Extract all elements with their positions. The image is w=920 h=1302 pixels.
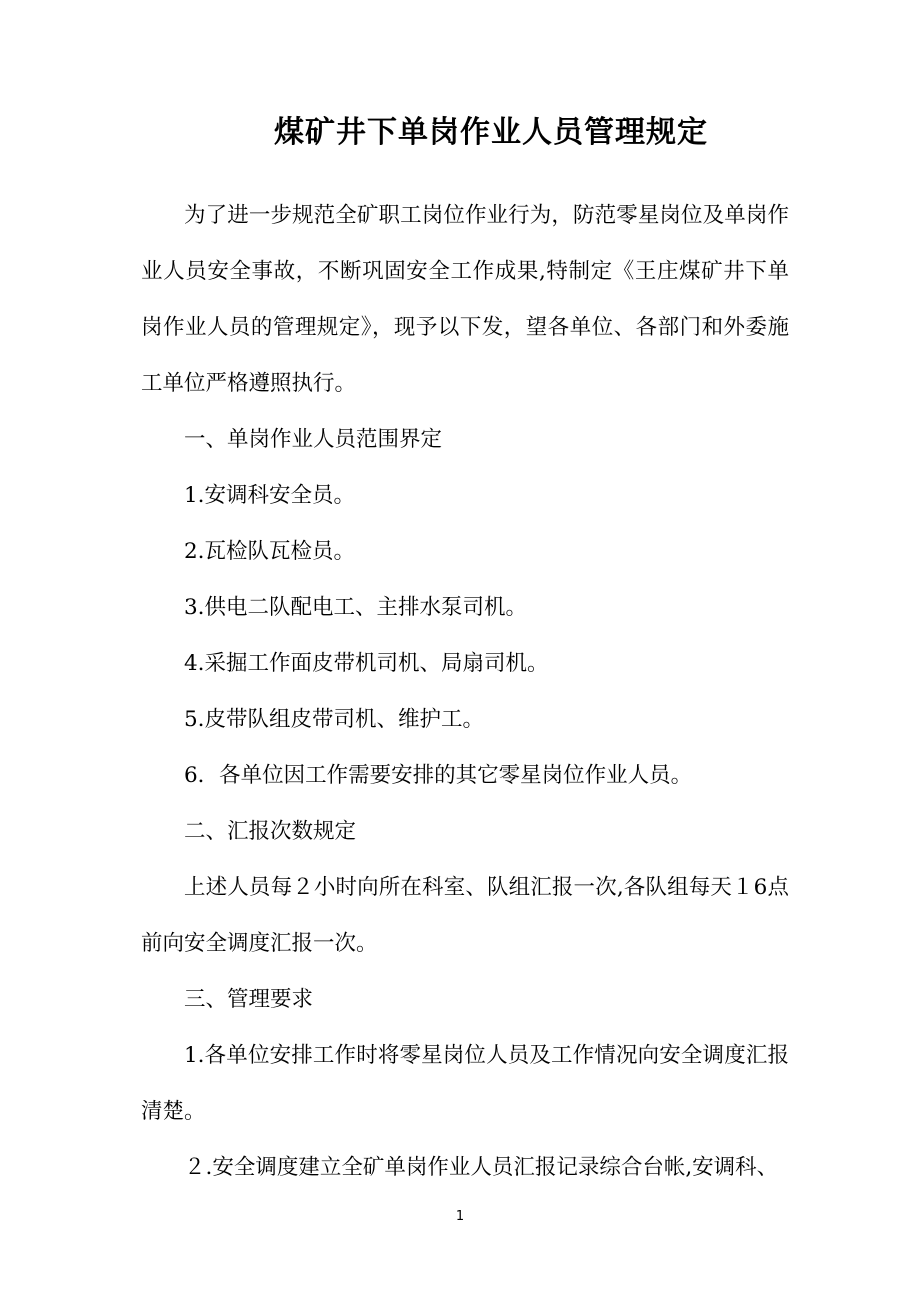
list-item-6: 6．各单位因工作需要安排的其它零星岗位作业人员。	[184, 763, 693, 788]
requirement-item-2: ２.安全调度建立全矿单岗作业人员汇报记录综合台帐,安调科、	[184, 1155, 779, 1180]
document-body	[141, 188, 789, 1196]
section-heading-1: 一、单岗作业人员范围界定	[184, 427, 443, 452]
list-item-2: 2.瓦检队瓦检员。	[184, 539, 356, 564]
requirement-item-1: 1.各单位安排工作时将零星岗位人员及工作情况向安全调度汇报清楚。	[141, 1043, 789, 1124]
list-item-3: 3.供电二队配电工、主排水泵司机。	[184, 595, 528, 620]
document-title: 煤矿井下单岗作业人员管理规定	[274, 115, 708, 150]
section-heading-3: 三、管理要求	[184, 987, 314, 1012]
list-item-4: 4.采掘工作面皮带机司机、局扇司机。	[184, 651, 549, 676]
report-frequency-paragraph: 上述人员每２小时向所在科室、队组汇报一次,各队组每天１6点前向安全调度汇报一次。	[141, 875, 789, 956]
section-heading-2: 二、汇报次数规定	[184, 819, 357, 844]
list-item-1: 1.安调科安全员。	[184, 483, 356, 508]
page-number: 1	[455, 1209, 465, 1224]
list-item-5: 5.皮带队组皮带司机、维护工。	[184, 707, 485, 732]
intro-paragraph: 为了进一步规范全矿职工岗位作业行为，防范零星岗位及单岗作业人员安全事故，不断巩固安全工作成果,特制定《王庄煤矿井下单岗作业人员的管理规定》，现予以下发，望各单位、各部门和外委施工单位严格遵照执行。	[141, 203, 789, 396]
